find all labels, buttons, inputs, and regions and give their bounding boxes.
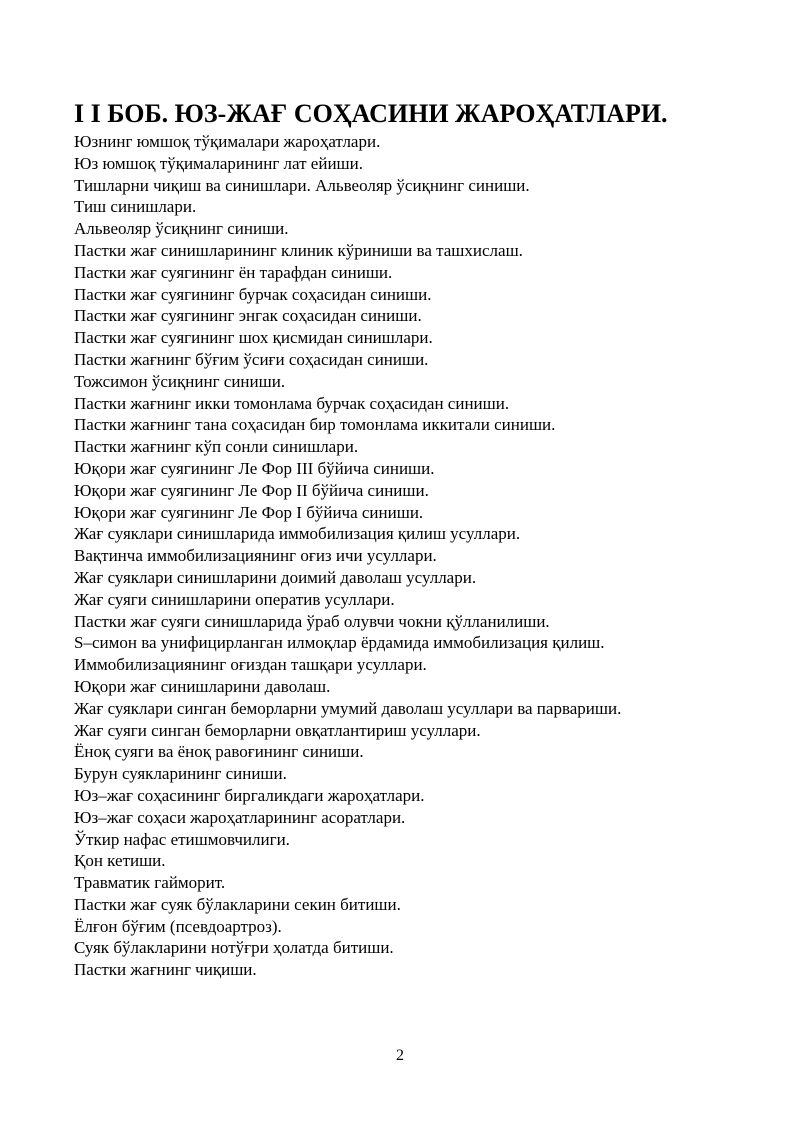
- topic-item: Пастки жағ суягининг энгак соҳасидан синиши.: [74, 306, 422, 326]
- topic-item: Пастки жағ синишларининг клиник кўриниши ва ташхислаш.: [74, 240, 523, 260]
- chapter-title: I I БОБ. ЮЗ-ЖАҒ СОҲАСИНИ ЖАРОҲАТЛАРИ.: [74, 99, 668, 128]
- topic-list: [74, 131, 629, 981]
- topic-item: Иммобилизациянинг оғиздан ташқари усуллари.: [74, 655, 427, 675]
- topic-item: Юз–жағ соҳасининг биргаликдаги жароҳатлари.: [74, 785, 425, 805]
- topic-item: Жағ суяги синишларини оператив усуллари.: [74, 589, 395, 609]
- topic-item: Пастки жағнинг кўп сонли синишлари.: [74, 437, 359, 457]
- page-number: 2: [396, 1047, 404, 1064]
- topic-item: Юзнинг юмшоқ тўқималари жароҳатлари.: [74, 132, 381, 151]
- topic-item: Юз юмшоқ тўқималарининг лат ейиши.: [74, 153, 363, 173]
- topic-item: Жағ суяклари синишларини доимий даволаш усуллари.: [74, 567, 477, 587]
- topic-item: Травматик гайморит.: [74, 873, 226, 893]
- topic-item: Пастки жағнинг бўғим ўсиғи соҳасидан синиши.: [74, 349, 429, 369]
- topic-item: Пастки жағ суягининг бурчак соҳасидан синиши.: [74, 284, 432, 304]
- topic-item: Ёноқ суяги ва ёноқ равоғининг синиши.: [74, 742, 364, 762]
- topic-item: S–симон ва унифицирланган илмоқлар ёрдамида иммобилизация қилиш.: [74, 633, 605, 653]
- topic-item: Юқори жағ суягининг Ле Фор III бўйича синиши.: [74, 458, 435, 478]
- topic-item: Пастки жағ суяги синишларида ўраб олувчи чокни қўлланилиши.: [74, 611, 550, 631]
- topic-item: Юқори жағ синишларини даволаш.: [74, 676, 331, 696]
- topic-item: Тожсимон ўсиқнинг синиши.: [74, 371, 286, 391]
- topic-item: Ёлғон бўғим (псевдоартроз).: [74, 916, 282, 936]
- topic-item: Бурун суякларининг синиши.: [74, 764, 287, 784]
- topic-item: Юқори жағ суягининг Ле Фор I бўйича синиши.: [74, 502, 424, 522]
- topic-item: Суяк бўлакларини нотўғри ҳолатда битиши.: [74, 938, 394, 958]
- topic-item: Пастки жағнинг тана соҳасидан бир томонлама иккитали синиши.: [74, 415, 556, 435]
- topic-item: Вақтинча иммобилизациянинг оғиз ичи усуллари.: [74, 546, 437, 566]
- topic-item: Жағ суяклари синишларида иммобилизация қилиш усуллари.: [74, 524, 521, 544]
- topic-item: Пастки жағнинг чиқиши.: [74, 960, 257, 980]
- topic-item: Жағ суяклари синган беморларни умумий даволаш усуллари ва парвариши.: [74, 698, 622, 718]
- page-content: [74, 97, 668, 981]
- topic-item: Пастки жағнинг икки томонлама бурчак соҳасидан синиши.: [74, 393, 510, 413]
- topic-item: Юқори жағ суягининг Ле Фор II бўйича синиши.: [74, 480, 429, 500]
- topic-item: Тиш синишлари.: [74, 197, 197, 217]
- topic-item: Пастки жағ суягининг шох қисмидан синишлари.: [74, 328, 433, 348]
- topic-item: Альвеоляр ўсиқнинг синиши.: [74, 219, 289, 239]
- topic-item: Қон кетиши.: [74, 851, 166, 871]
- topic-item: Юз–жағ соҳаси жароҳатларининг асоратлари.: [74, 807, 406, 827]
- topic-item: Пастки жағ суягининг ён тарафдан синиши.: [74, 262, 393, 282]
- topic-item: Пастки жағ суяк бўлакларини секин битиши.: [74, 894, 401, 914]
- topic-item: Ўткир нафас етишмовчилиги.: [74, 829, 290, 849]
- topic-item: Тишларни чиқиш ва синишлари. Альвеоляр ўсиқнинг синиши.: [74, 175, 530, 195]
- topic-item: Жағ суяги синган беморларни овқатлантириш усуллари.: [74, 720, 481, 740]
